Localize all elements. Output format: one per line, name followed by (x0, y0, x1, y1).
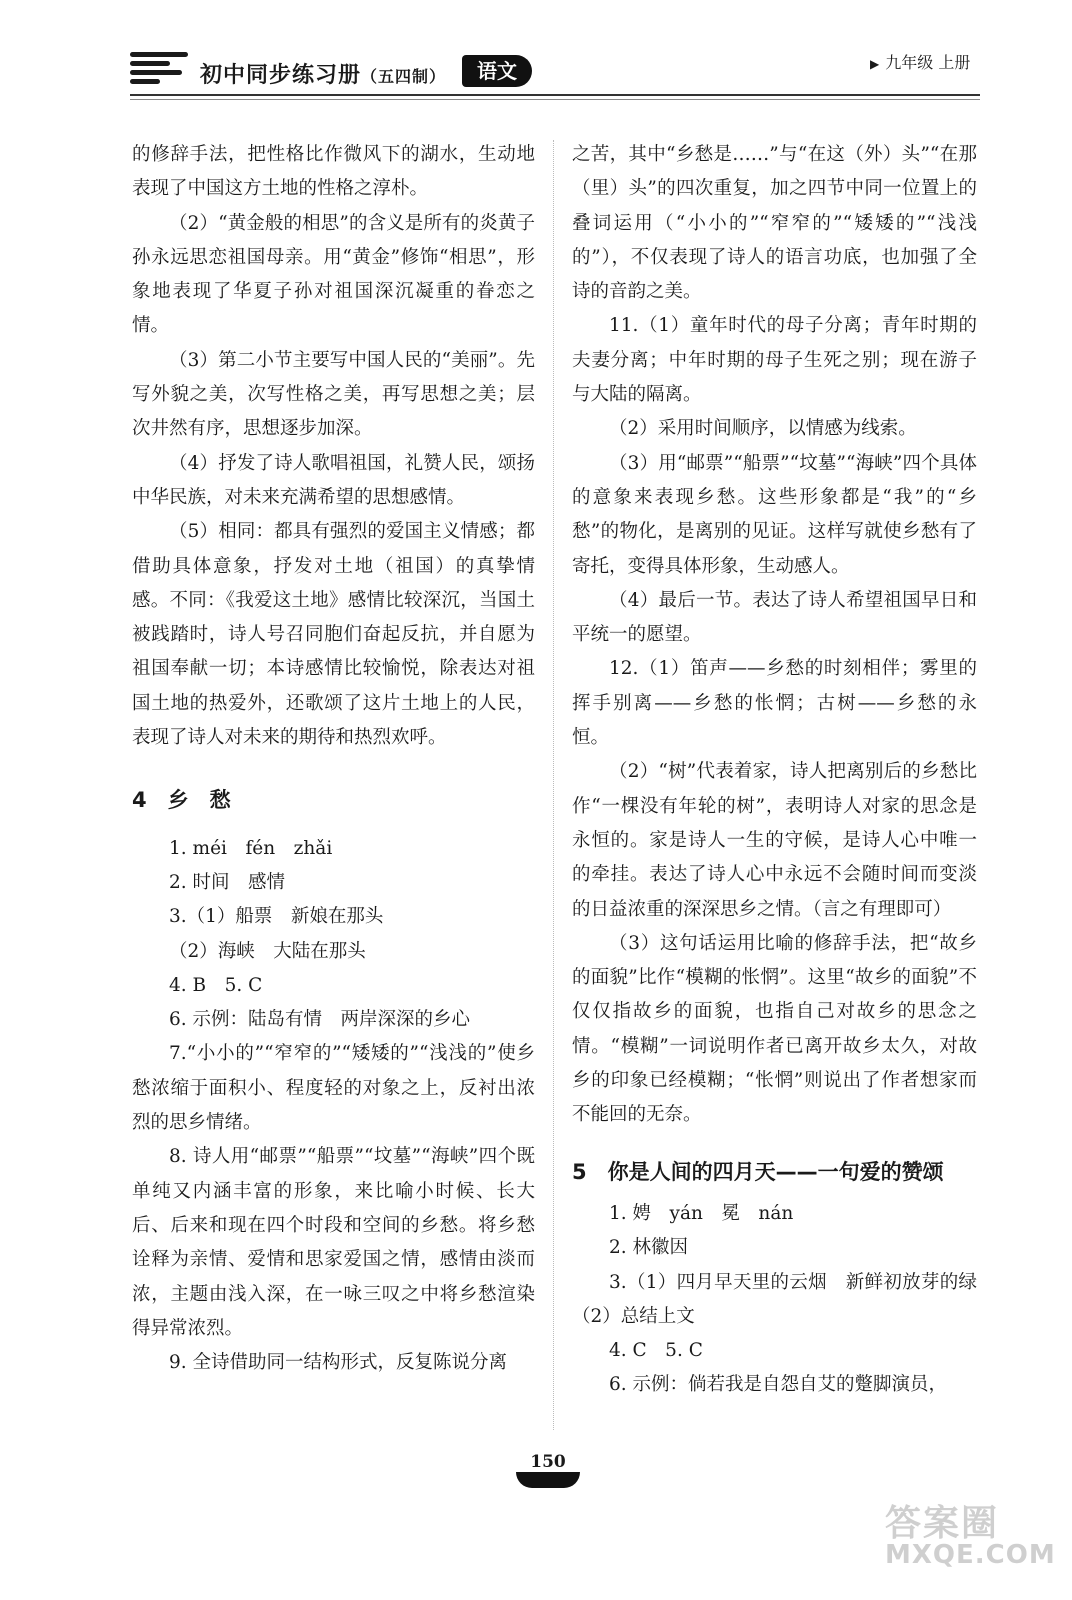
answer-line: 4. C 5. C (609, 1340, 703, 1362)
paragraph: （3）用“邮票”“船票”“坟墓”“海峡”四个具体的意象来表现乡愁。这些形象都是“我”的“乡愁”的物化，是离别的见证。这样写就使乡愁有了寄托，变得具体形象，生动感人。 (572, 452, 977, 577)
paragraph: 3.（1）四月早天里的云烟 新鲜初放芽的绿 （2）总结上文 (572, 1271, 996, 1327)
answer-line: 1. méi fén zhǎi (169, 837, 333, 859)
page-number-cap-icon (516, 1472, 580, 1488)
section-title: 4 乡 愁 (132, 788, 231, 813)
paragraph: 12.（1）笛声——乡愁的时刻相伴；雾里的挥手别离——乡愁的怅惘；古树——乡愁的永恒。 (572, 658, 977, 749)
header-divider-thin (130, 99, 980, 100)
paragraph: 之苦，其中“乡愁是……”与“在这（外）头”“在那（里）头”的四次重复，加之四节中同一位置上的叠词运用（“小小的”“窄窄的”“矮矮的”“浅浅的”），不仅表现了诗人的语言功底，也加强了全诗的音韵之美。 (572, 144, 977, 303)
answer-line: 4. B 5. C (169, 974, 263, 996)
watermark-site: MXQE.COM (885, 1540, 1056, 1570)
paragraph: （2）采用时间顺序，以情感为线索。 (609, 418, 917, 440)
paragraph: 9. 全诗借助同一结构形式，反复陈说分离 (169, 1352, 508, 1374)
paragraph: （4）抒发了诗人歌唱祖国，礼赞人民，颂扬中华民族，对未来充满希望的思想感情。 (132, 452, 535, 508)
paragraph: （3）这句话运用比喻的修辞手法，把“故乡的面貌”比作“模糊的怅惘”。这里“故乡的面貌”不仅仅指故乡的面貌，也指自己对故乡的思念之情。“模糊”一词说明作者已离开故乡太久，对故乡的印象已经模糊；“怅惘”则说出了作者想家而不能回的无奈。 (572, 932, 977, 1126)
paragraph: （2）“树”代表着家，诗人把离别后的乡愁比作“一棵没有年轮的树”，表明诗人对家的思念是永恒的。家是诗人一生的守候，是诗人心中唯一的牵挂。表达了诗人心中永远不会随时间而变淡的日益浓重的深深思乡之情。（言之有理即可） (572, 761, 977, 920)
left-column (132, 138, 535, 1380)
answer-line: 2. 时间 感情 (169, 871, 286, 893)
answer-line: 2. 林徽因 (609, 1237, 689, 1259)
column-divider (553, 140, 554, 1430)
grade-label: ▶ 九年级 上册 (870, 50, 970, 73)
paragraph: （5）相同：都具有强烈的爱国主义情感；都借助具体意象，抒发对土地（祖国）的真挚情感。不同：《我爱这土地》感情比较深沉，当国土被践踏时，诗人号召同胞们奋起反抗，并自愿为祖国奉献一切；本诗感情比较愉悦，除表达对祖国土地的热爱外，还歌颂了这片土地上的人民，表现了诗人对未来的期待和热烈欢呼。 (132, 521, 535, 749)
paragraph: （4）最后一节。表达了诗人希望祖国早日和平统一的愿望。 (572, 589, 977, 646)
page-header (0, 0, 1072, 110)
right-column (572, 138, 996, 1403)
page-number: 150 (508, 1452, 588, 1490)
subject-badge: 语文 (462, 55, 532, 87)
paragraph: 7.“小小的”“窄窄的”“矮矮的”“浅浅的”使乡愁浓缩于面积小、程度轻的对象之上，反衬出浓烈的思乡情绪。 (132, 1043, 535, 1134)
paragraph: （3）第二小节主要写中国人民的“美丽”。先写外貌之美，次写性格之美，再写思想之美；层次井然有序，思想逐步加深。 (132, 349, 535, 440)
watermark: 答案圈 MXQE.COM (885, 1503, 1056, 1570)
answer-line: 3.（1）船票 新娘在那头 (169, 906, 384, 928)
answer-line: （2）海峡 大陆在那头 (169, 940, 366, 962)
answer-line: 6. 示例：陆岛有情 两岸深深的乡心 (169, 1009, 471, 1031)
paragraph: 11.（1）童年时代的母子分离；青年时期的夫妻分离；中年时期的母子生死之别；现在游子与大陆的隔离。 (572, 315, 977, 406)
section-title: 5 你是人间的四月天——一句爱的赞颂 (572, 1159, 944, 1184)
answer-line: 1. 娉 yán 冕 nán (609, 1202, 794, 1224)
answer-line: 6. 示例：倘若我是自怨自艾的蹩脚演员， (609, 1374, 948, 1396)
paragraph: 的修辞手法，把性格比作微风下的湖水，生动地表现了中国这方土地的性格之淳朴。 (132, 144, 535, 200)
book-title: 初中同步练习册（五四制） (200, 63, 447, 88)
book-edition: （五四制） (361, 67, 447, 86)
book-logo-icon (130, 52, 188, 94)
paragraph: （2）“黄金般的相思”的含义是所有的炎黄子孙永远思恋祖国母亲。用“黄金”修饰“相思”，形象地表现了华夏子孙对祖国深沉凝重的眷恋之情。 (132, 212, 535, 337)
paragraph: 8. 诗人用“邮票”“船票”“坟墓”“海峡”四个既单纯又内涵丰富的形象，来比喻小时候、长大后、后来和现在四个时段和空间的乡愁。将乡愁诠释为亲情、爱情和思家爱国之情，感情由淡而浓，主题由浅入深，在一咏三叹之中将乡愁渲染得异常浓烈。 (132, 1146, 535, 1339)
header-divider (130, 94, 980, 96)
